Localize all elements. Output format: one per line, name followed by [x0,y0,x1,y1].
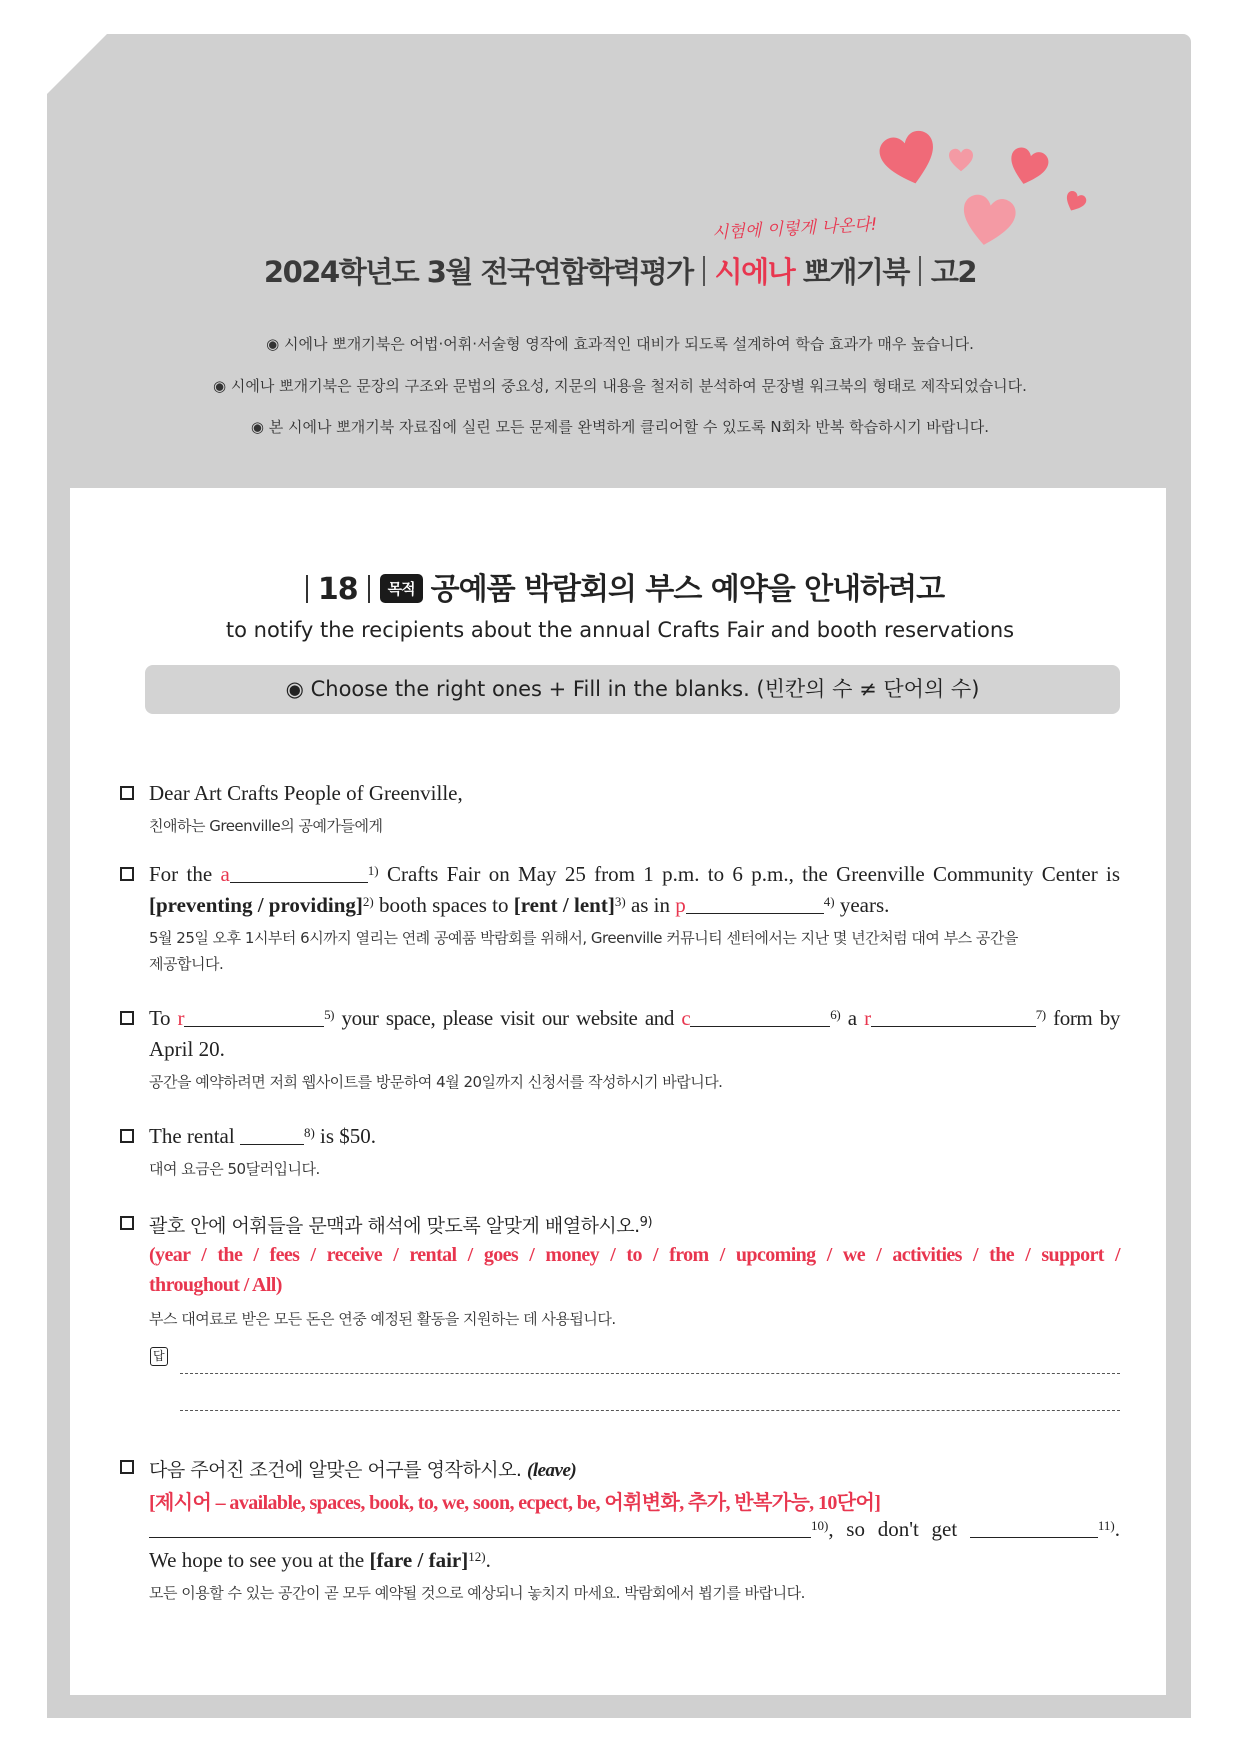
title-grade: 고2 [930,255,977,289]
section-heading: 공예품 박람회의 부스 예약을 안내하려고 [430,572,945,607]
blank-4[interactable] [686,896,824,914]
translation: 친애하는 Greenville의 공예가들에게 [149,817,383,835]
answer-line[interactable] [180,1373,1120,1374]
sentence-to-line2: April 20. [149,1037,225,1061]
blank-8[interactable] [240,1127,304,1145]
checkbox[interactable] [120,786,134,800]
blank-6[interactable] [690,1009,830,1027]
answer-label: 답 [150,1347,168,1366]
title-brand-red: 시에나 [714,255,795,289]
page-title [0,254,1240,290]
blank-7[interactable] [871,1009,1036,1027]
heart-icon [956,191,1020,252]
compose-question: 다음 주어진 조건에 알맞은 어구를 영작하시오. (leave) [149,1459,577,1481]
translation: 5월 25일 오후 1시부터 6시까지 열리는 연례 공예품 박람회를 위해서, Greenville 커뮤니티 센터에서는 지난 몇 년간처럼 대여 부스 공간을 [149,929,1018,947]
section-subtitle: to notify the recipients about the annual Crafts Fair and booth reservations [225,618,1015,642]
instruction-bar: ◉ Choose the right ones + Fill in the blanks. (빈칸의 수 ≠ 단어의 수) [145,665,1120,714]
blank-10[interactable] [149,1520,811,1538]
choice-3[interactable]: [rent / lent] [513,893,615,917]
sentence-for-line2: [preventing / providing]$^{2)}$ booth spaces to [rent / lent]$^{3)}$ as in p $^{4)}$ years. [149,893,890,917]
translation: 대여 요금은 50달러입니다. [149,1160,320,1178]
blank-1[interactable] [230,865,368,883]
heart-icon [948,148,974,172]
checkbox[interactable] [120,1460,134,1474]
sentence-hope: We hope to see you at the [fare / fair]$^{12)}$. [149,1548,491,1572]
choice-2[interactable]: [preventing / providing] [149,893,363,917]
sentence-dear: Dear Art Crafts People of Greenville, [149,781,463,805]
blank-11[interactable] [970,1520,1098,1538]
title-brand: 뽀개기북 [802,255,909,289]
arrange-question: 괄호 안에 어휘들을 문맥과 해석에 맞도록 알맞게 배열하시오.$^{9)}$ [149,1215,653,1237]
answer-line[interactable] [180,1410,1120,1411]
sentence-to: To r $^{5)}$ your space, please visit our website and c $^{6)}$ a r $^{7)}$ form by [149,1006,1120,1030]
title-exam: 2024학년도 3월 전국연합학력평가 [263,255,693,289]
intro-bullet: ◉ 본 시에나 뽀개기북 자료집에 실린 모든 문제를 완벽하게 클리어할 수 있도록 N회차 반복 학습하시기 바랍니다. [250,418,990,436]
compose-answer-line: $^{10)}$, so don't get $^{11)}$. [149,1517,1120,1542]
intro-bullet: ◉ 시에나 뽀개기북은 문장의 구조와 문법의 중요성, 지문의 내용을 철저히 분석하여 문장별 워크북의 형태로 제작되었습니다. [213,377,1027,395]
translation: 제공합니다. [149,955,224,973]
checkbox[interactable] [120,1011,134,1025]
sentence-for: For the a $^{1)}$ Crafts Fair on May 25 from 1 p.m. to 6 p.m., the Greenville Community Center is [149,862,1121,886]
blank-5[interactable] [184,1009,324,1027]
checkbox[interactable] [120,867,134,881]
word-bank-line2: throughout / All) [149,1274,282,1296]
choice-12[interactable]: [fare / fair] [369,1548,469,1572]
purpose-badge: 목적 [380,574,423,603]
sentence-rental: The rental $^{8)}$ is $50. [149,1124,377,1148]
compose-clue: [제시어 – available, spaces, book, to, we, soon, ecpect, be, 어휘변화, 추가, 반복가능, 10단어] [149,1492,881,1514]
translation: 부스 대여료로 받은 모든 돈은 연중 예정된 활동을 지원하는 데 사용됩니다. [149,1310,616,1328]
word-bank: (year / the / fees / receive / rental / goes / money / to / from / upcoming / we / activities / the / support / [149,1244,1120,1266]
translation: 모든 이용할 수 있는 공간이 곧 모두 예약될 것으로 예상되니 놓치지 마세요. 박람회에서 뵙기를 바랍니다. [149,1584,805,1602]
checkbox[interactable] [120,1216,134,1230]
checkbox[interactable] [120,1129,134,1143]
tagline: 시험에 이렇게 나온다! [711,214,878,244]
translation: 공간을 예약하려면 저희 웹사이트를 방문하여 4월 20일까지 신청서를 작성하시기 바랍니다. [149,1073,723,1091]
section-title [0,564,1240,608]
question-number: 18 [317,572,358,607]
intro-bullet: ◉ 시에나 뽀개기북은 어법·어휘·서술형 영작에 효과적인 대비가 되도록 설계하여 학습 효과가 매우 높습니다. [266,335,974,353]
